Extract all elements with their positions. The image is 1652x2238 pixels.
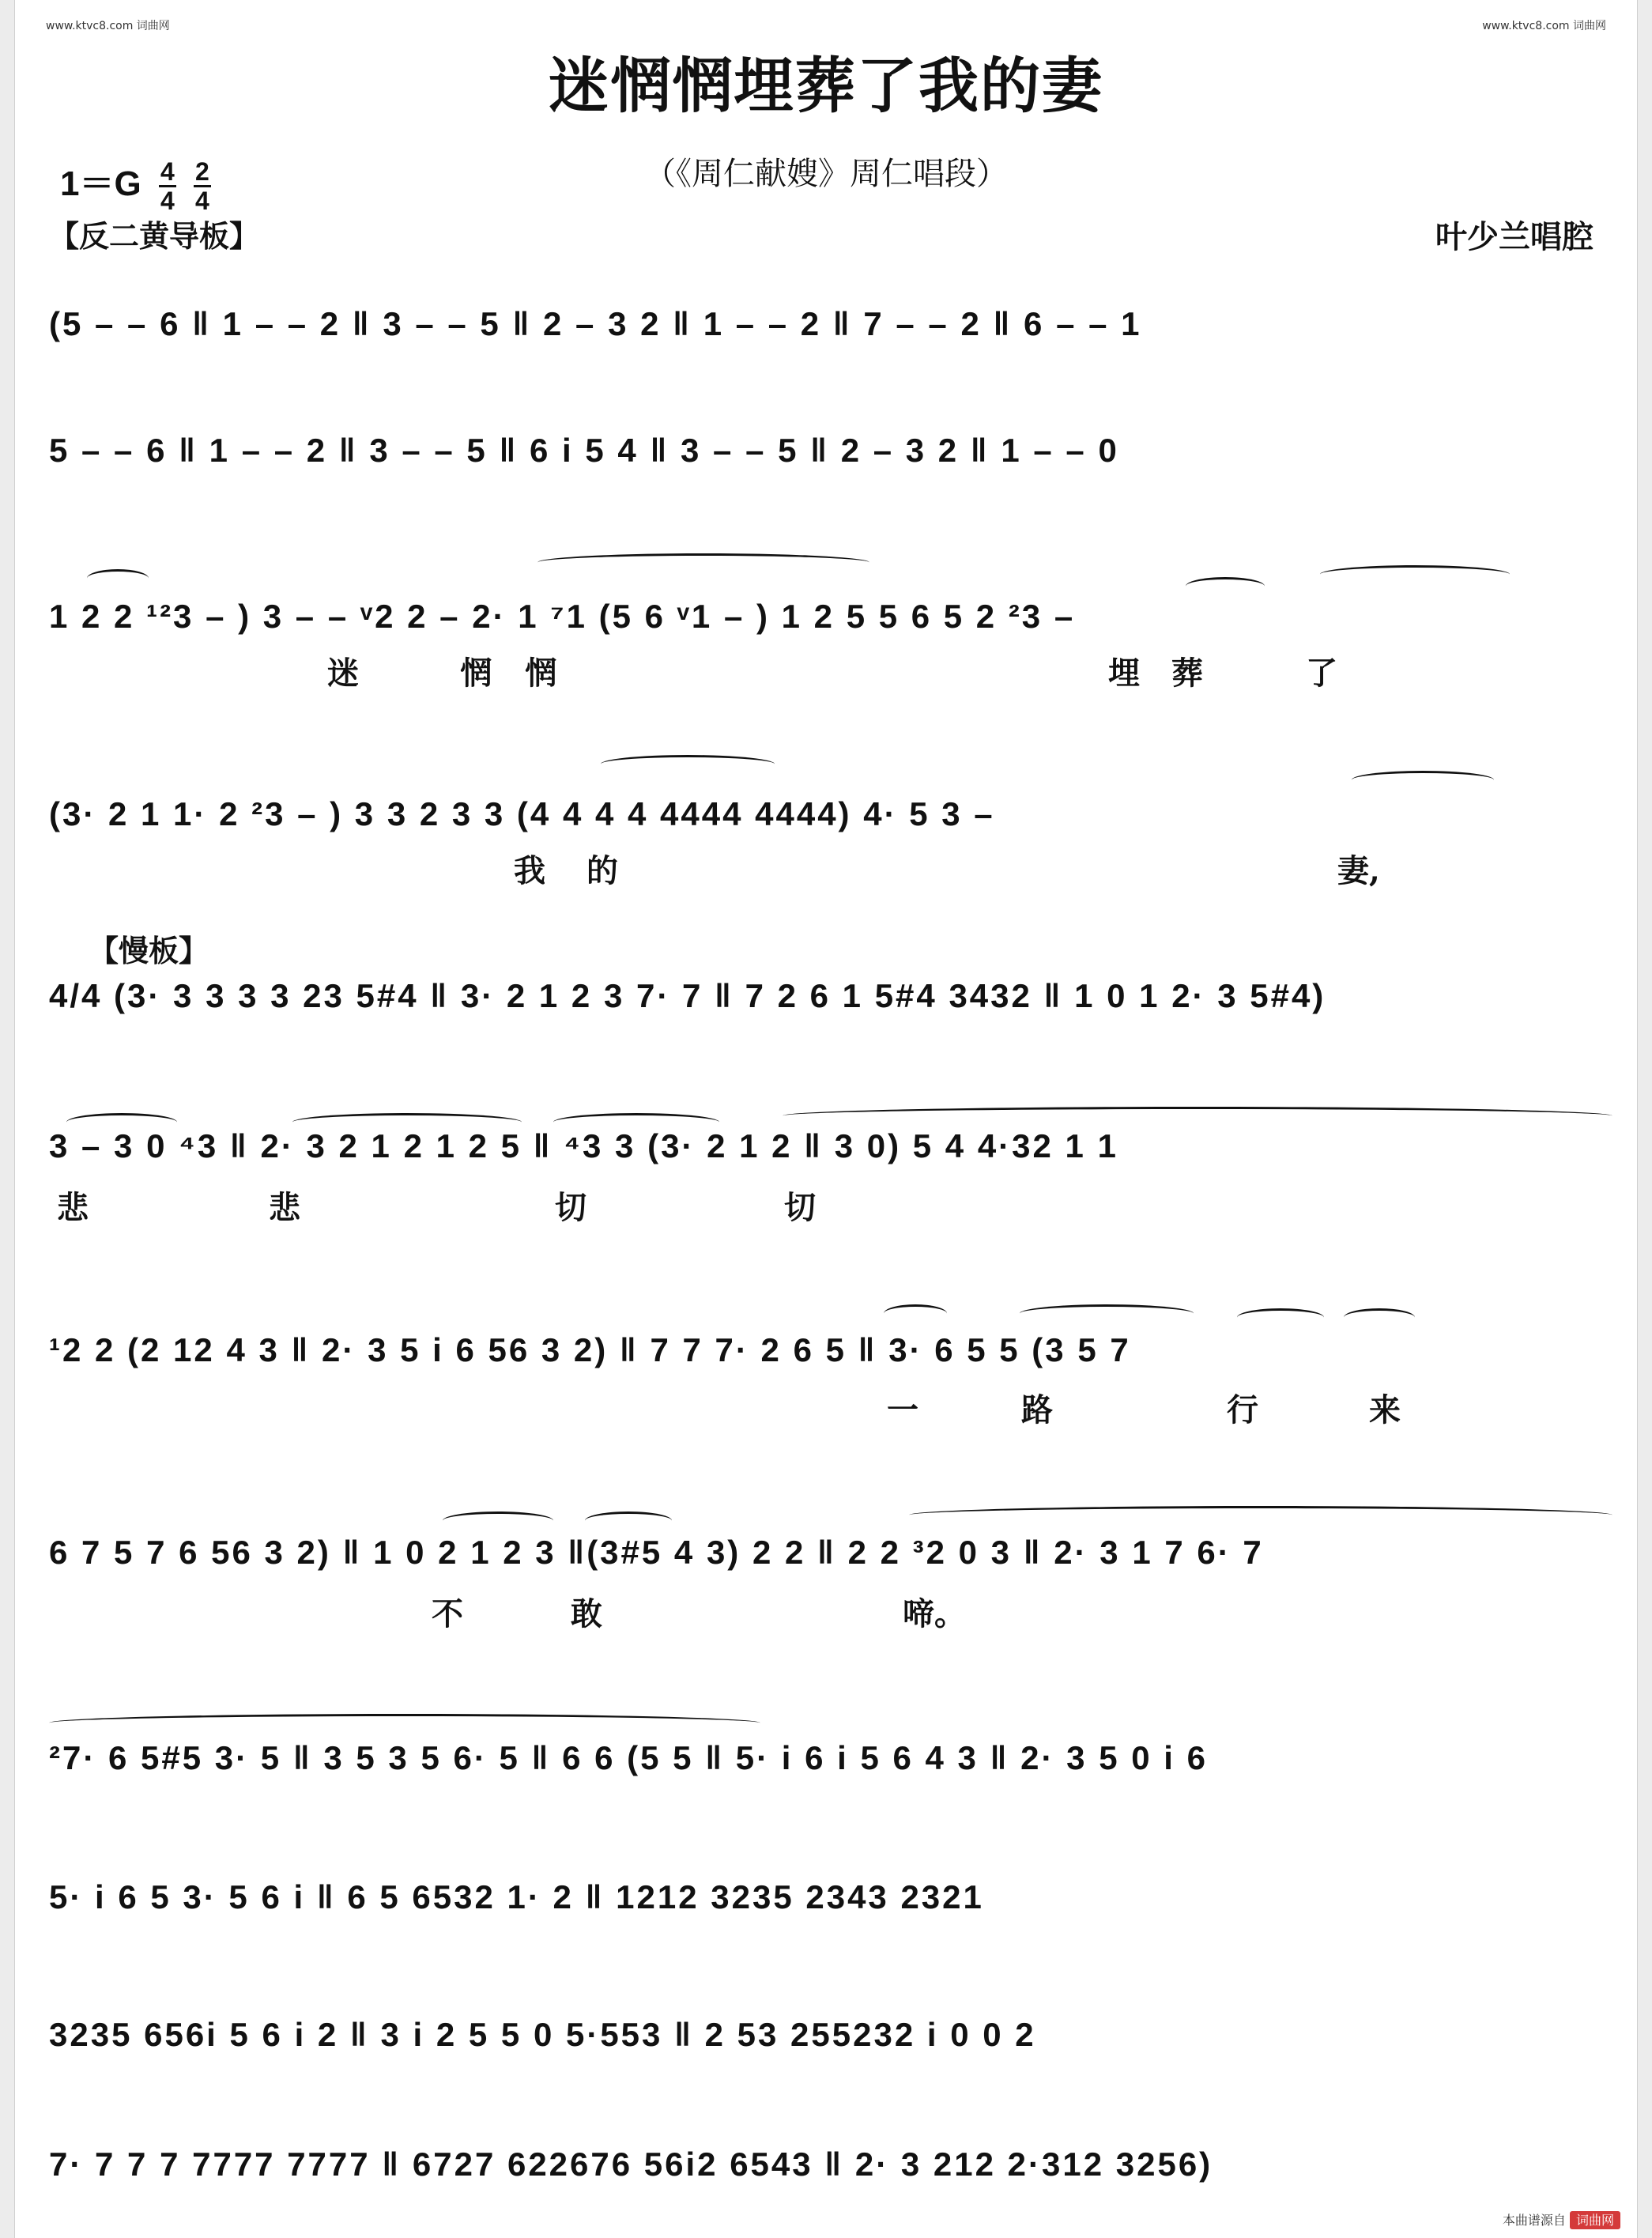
song-title: 迷惘惘埋葬了我的妻 <box>549 51 1103 121</box>
slur-mark <box>537 553 869 572</box>
lyric-char: 行 <box>1227 1391 1258 1428</box>
lyric-line-6 <box>49 1183 1612 1226</box>
staff-line-6: 3 – 3 0 ⁴3 ‖ 2· 3 2 1 2 1 2 5 ‖ ⁴3 3 (3· 2 1 2 ‖ 3 0) 5 4 4·32 1 1 <box>49 1127 1118 1164</box>
lyric-char: 一 <box>887 1391 918 1428</box>
lyric-char: 路 <box>1021 1391 1053 1428</box>
slur-mark <box>87 569 149 587</box>
slur-mark <box>909 1506 1612 1524</box>
slur-mark <box>1237 1308 1324 1327</box>
lyric-char: 惘 <box>525 655 556 692</box>
lyric-char: 迷 <box>327 655 359 692</box>
footer-site-badge[interactable]: 词曲网 <box>1570 2211 1620 2229</box>
lyric-line-3 <box>49 648 1612 692</box>
staff-line-2: 5 – – 6 ‖ 1 – – 2 ‖ 3 – – 5 ‖ 6 i 5 4 ‖ 3 – – 5 ‖ 2 – 3 2 ‖ 1 – – 0 <box>49 432 1119 469</box>
staff-line-11: 3235 656i 5 6 i 2 ‖ 3 i 2 5 5 0 5·553 ‖ 2 53 255232 i 0 0 2 <box>49 2016 1036 2053</box>
slur-mark <box>1020 1304 1194 1323</box>
key-signature <box>60 155 211 214</box>
slur-mark <box>1320 565 1510 583</box>
slur-mark <box>1344 1308 1415 1327</box>
lyric-line-7 <box>49 1385 1612 1428</box>
staff-line-9: ²7· 6 5#5 3· 5 ‖ 3 5 3 5 6· 5 ‖ 6 6 (5 5 ‖ 5· i 6 i 5 6 4 3 ‖ 2· 3 5 0 i 6 <box>49 1739 1208 1776</box>
lyric-char: 切 <box>555 1189 586 1226</box>
staff-line-8: 6 7 5 7 6 56 3 2) ‖ 1 0 2 1 2 3 ‖(3#5 4 3) 2 2 ‖ 2 2 ³2 0 3 ‖ 2· 3 1 7 6· 7 <box>49 1534 1264 1571</box>
lyric-char: 悲 <box>269 1189 300 1226</box>
song-subtitle: （《周仁献嫂》周仁唱段） <box>644 156 1008 192</box>
slur-mark <box>585 1511 672 1530</box>
slur-mark <box>1352 771 1494 789</box>
footer <box>1503 2210 1620 2229</box>
watermark-left: www.ktvc8.com 词曲网 <box>46 20 170 32</box>
lyric-char: 葬 <box>1171 655 1203 692</box>
lyric-char: 来 <box>1369 1391 1401 1428</box>
staff-line-10: 5· i 6 5 3· 5 6 i ‖ 6 5 6532 1· 2 ‖ 1212 3235 2343 2321 <box>49 1878 984 1915</box>
lyric-line-8 <box>49 1589 1612 1632</box>
time-signature-second: $\frac{2}{4}$ <box>194 157 209 215</box>
right-margin-strip <box>1637 0 1652 2238</box>
lyric-char: 我 <box>514 852 545 889</box>
slur-mark <box>601 755 775 773</box>
staff-line-1: (5 – – 6 ‖ 1 – – 2 ‖ 3 – – 5 ‖ 2 – 3 2 ‖ 1 – – 2 ‖ 7 – – 2 ‖ 6 – – 1 <box>49 305 1142 342</box>
lyric-char: 啼。 <box>903 1595 966 1632</box>
staff-line-5: 4/4 (3· 3 3 3 3 23 5#4 ‖ 3· 2 1 2 3 7· 7 ‖ 7 2 6 1 5#4 3432 ‖ 1 0 1 2· 3 5#4) <box>49 977 1326 1014</box>
lyric-char: 敢 <box>571 1595 602 1632</box>
key-text: 1＝G <box>60 164 141 203</box>
staff-line-3: 1 2 2 ¹²3 – ) 3 – – ᵛ2 2 – 2· 1 ⁷1 (5 6 ᵛ1 – ) 1 2 5 5 6 5 2 ²3 – <box>49 598 1076 635</box>
section-label-manban: 【慢板】 <box>89 933 209 968</box>
staff-line-7: ¹2 2 (2 12 4 3 ‖ 2· 3 5 i 6 56 3 2) ‖ 7 7 7· 2 6 5 ‖ 3· 6 5 5 (3 5 7 <box>49 1331 1131 1368</box>
lyric-char: 惘 <box>460 655 492 692</box>
footer-source-text: 本曲谱源自 <box>1502 2213 1566 2228</box>
performer-credit: 叶少兰唱腔 <box>1435 218 1594 255</box>
lyric-char: 了 <box>1306 655 1337 692</box>
time-signature-first: $\frac{4}{4}$ <box>160 157 175 215</box>
lyric-line-4 <box>49 846 1612 889</box>
staff-line-4: (3· 2 1 1· 2 ²3 – ) 3 3 2 3 3 (4 4 4 4 4444 4444) 4· 5 3 – <box>49 795 995 832</box>
section-label-daoban: 【反二黄导板】 <box>49 218 260 254</box>
staff-line-12: 7· 7 7 7 7777 7777 ‖ 6727 622676 56i2 6543 ‖ 2· 3 212 2·312 3256) <box>49 2146 1213 2183</box>
lyric-char: 的 <box>586 852 618 889</box>
lyric-char: 切 <box>784 1189 816 1226</box>
lyric-char: 妻, <box>1337 852 1380 889</box>
watermark-right: www.ktvc8.com 词曲网 <box>1482 20 1606 32</box>
slur-mark <box>49 1714 760 1732</box>
left-margin-strip <box>0 0 15 2238</box>
slur-mark <box>443 1511 553 1530</box>
slur-mark <box>884 1304 947 1323</box>
lyric-char: 埋 <box>1108 655 1140 692</box>
lyric-char: 不 <box>432 1595 463 1632</box>
lyric-char: 悲 <box>57 1189 89 1226</box>
